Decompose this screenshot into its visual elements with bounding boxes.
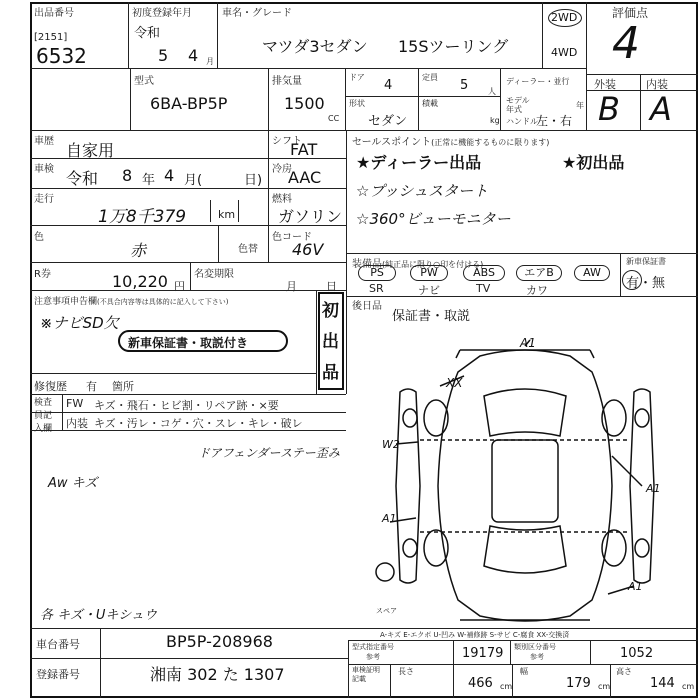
inspector-note-bottom: 各 キズ・Uキシュウ xyxy=(40,608,157,623)
seats-label: 定員 xyxy=(422,73,438,82)
model-year-label: モデル年式 xyxy=(506,96,530,114)
sales-point-4: ☆360°ビューモニター xyxy=(356,210,511,228)
lot-number: 6532 xyxy=(36,44,87,68)
notes-handwritten: ※ナビSD欠 xyxy=(40,314,119,332)
later-items-label: 後日品 xyxy=(352,301,382,312)
later-items-value: 保証書・取説 xyxy=(392,309,471,324)
grade-score: 4 xyxy=(612,18,640,69)
notes-stamp-text: 新車保証書・取説付き xyxy=(128,336,249,350)
inspector-fw-items: キズ・飛石・ヒビ割・リペア跡・×要 xyxy=(94,399,279,412)
shift-value: FAT xyxy=(290,140,318,159)
sales-point-2: ★初出品 xyxy=(562,153,625,172)
equip-abs: ABS xyxy=(463,265,505,281)
dealer-label: ディーラー・並行 xyxy=(506,77,570,86)
notes-sub: (不具合内容等は具体的に記入して下さい) xyxy=(97,298,229,306)
inspection-year-unit: 年 xyxy=(142,173,156,188)
height-value: 144 xyxy=(650,676,675,691)
chassis-label: 車台番号 xyxy=(36,638,80,651)
sales-point-3: ☆プッシュスタート xyxy=(356,182,489,200)
reg-date-month: 4 xyxy=(188,46,199,65)
inspector-label: 検査員記入欄 xyxy=(34,398,53,434)
doors-label: ドア xyxy=(349,73,365,82)
equip-navi: ナビ xyxy=(418,284,440,297)
ref-label-1: 参考 xyxy=(366,653,380,661)
color-label: 色 xyxy=(34,232,44,243)
interior-grade: A xyxy=(650,90,672,128)
model-designation: 19179 xyxy=(462,646,504,661)
model-value: 6BA-BP5P xyxy=(150,94,228,113)
inspection-month-unit: 月( xyxy=(184,173,203,188)
exterior-grade: B xyxy=(598,90,620,128)
shape-value: セダン xyxy=(368,114,408,129)
first-listing-text: 初出品 xyxy=(322,301,339,383)
displacement-unit: CC xyxy=(328,114,340,123)
recycle-label: R券 xyxy=(34,269,51,280)
equip-tv: TV xyxy=(476,282,491,295)
inspector-fw-label: FW xyxy=(66,397,84,410)
fuel-label: 燃料 xyxy=(272,194,292,205)
sales-point-1: ★ディーラー出品 xyxy=(356,153,482,172)
lot-label: 出品番号 xyxy=(34,8,74,19)
notes-stamp xyxy=(118,330,288,352)
width-label: 幅 xyxy=(520,667,528,676)
lot-code: [2151] xyxy=(34,32,68,43)
model-year-unit: 年 xyxy=(576,101,584,110)
doors-value: 4 xyxy=(384,78,393,93)
sales-points-title: セールスポイント xyxy=(352,137,432,148)
equip-aw: AW xyxy=(574,265,610,281)
exterior-label: 外装 xyxy=(594,78,616,91)
width-unit: cm xyxy=(598,682,611,691)
width-value: 179 xyxy=(566,676,591,691)
color-change-label: 色替 xyxy=(238,244,258,255)
recycle-value: 10,220 xyxy=(112,272,168,291)
warranty-circle xyxy=(622,270,642,290)
inspector-note-left: Aw キズ xyxy=(48,476,98,491)
spare-label: スペア xyxy=(376,607,397,615)
reg-date-label: 初度登録年月 xyxy=(132,8,192,19)
inspection-month: 4 xyxy=(164,166,175,185)
equip-leather: カワ xyxy=(526,284,548,297)
name-change-month: 月 xyxy=(286,280,297,293)
notes-title: 注意事項申告欄 xyxy=(34,297,98,307)
usage-label: 車歴 xyxy=(34,136,54,147)
diagram-mark-right: A1 xyxy=(646,482,661,495)
reg-date-era: 令和 xyxy=(134,26,161,41)
repair-unit: 箇所 xyxy=(112,380,134,393)
car-grade: 15Sツーリング xyxy=(398,37,509,56)
shape-label: 形状 xyxy=(349,99,365,108)
category-label: 類別区分番号 xyxy=(514,643,556,651)
plate-label: 登録番号 xyxy=(36,668,80,681)
inspection-day-unit: 日) xyxy=(244,173,263,188)
car-name: マツダ3セダン xyxy=(262,37,368,56)
handle-value: 左・右 xyxy=(536,114,573,128)
shift-label: シフト xyxy=(272,136,302,147)
length-label: 長さ xyxy=(398,667,414,676)
aircon-label: 冷房 xyxy=(272,164,292,175)
inspection-era: 令和 xyxy=(66,169,99,188)
mileage-unit: km xyxy=(218,208,236,221)
inspector-interior-items: キズ・汚レ・コゲ・穴・スレ・キレ・破レ xyxy=(94,417,303,430)
inspector-interior-label: 内装 xyxy=(66,417,88,430)
aircon-value: AAC xyxy=(288,168,322,187)
interior-label: 内装 xyxy=(646,78,668,91)
equip-pw: PW xyxy=(410,265,448,281)
mileage-label: 走行 xyxy=(34,194,54,205)
name-change-day: 日 xyxy=(326,280,337,293)
category-value: 1052 xyxy=(620,646,654,661)
equipment-note: (純正品に限り○印を付ける) xyxy=(382,260,484,269)
equip-airbag: エアB xyxy=(516,265,562,281)
inspector-note-top: ドアフェンダーステー歪み xyxy=(198,446,340,460)
color-code-label: 色コード xyxy=(272,232,312,243)
equip-ps: PS xyxy=(358,265,396,281)
equip-sr: SR xyxy=(369,282,384,295)
seats-value: 5 xyxy=(460,78,469,93)
sales-points-note: (正常に機能するものに限ります) xyxy=(431,138,550,147)
car-name-label: 車名・グレード xyxy=(222,8,292,19)
repair-value: 有 xyxy=(86,380,97,393)
warranty-label: 新車保証書 xyxy=(626,257,666,266)
length-unit: cm xyxy=(500,682,513,691)
warranty-options: 有・無 xyxy=(626,276,666,291)
diagram-mark-left: A1 xyxy=(382,512,397,525)
usage-value: 自家用 xyxy=(66,141,115,160)
displacement-value: 1500 xyxy=(284,94,325,113)
mileage-value: 1万8千379 xyxy=(98,207,187,227)
model-label: 型式 xyxy=(134,76,154,87)
repair-label: 修復歴 xyxy=(34,380,67,393)
chassis-value: BP5P-208968 xyxy=(166,632,273,651)
diagram-mark-rear: A1 xyxy=(628,580,643,593)
load-unit: kg xyxy=(490,116,500,125)
height-label: 高さ xyxy=(616,667,632,676)
fuel-value: ガソリン xyxy=(278,207,343,226)
inspection-year: 8 xyxy=(122,166,133,185)
seats-unit: 人 xyxy=(488,87,496,96)
model-designation-label: 型式指定番号 xyxy=(352,643,394,651)
grade-label: 評価点 xyxy=(612,6,649,20)
notes-label xyxy=(34,294,228,307)
damage-legend: A-キズ E-エクボ U-凹み W-補修跡 S-サビ C-腐食 XX-交換済 xyxy=(380,631,570,639)
load-label: 積載 xyxy=(422,99,438,108)
color-value: 赤 xyxy=(130,241,147,260)
reg-date-month-unit: 月 xyxy=(206,57,214,66)
diagram-mark-front: A1 xyxy=(520,336,536,350)
length-value: 466 xyxy=(468,676,493,691)
color-code: 46V xyxy=(292,240,324,259)
drive-4wd-label: 4WD xyxy=(551,46,578,59)
diagram-mark-replaced: XX xyxy=(446,376,463,390)
height-unit: cm xyxy=(682,682,695,691)
equipment-title: 装備品 xyxy=(352,259,382,270)
sales-points-label xyxy=(352,133,549,148)
cert-label: 車検証明記載 xyxy=(352,666,380,683)
inspection-label: 車検 xyxy=(34,164,54,175)
displacement-label: 排気量 xyxy=(272,76,302,87)
recycle-unit: 円 xyxy=(174,280,185,293)
name-change-label: 名変期限 xyxy=(194,269,234,280)
drive-2wd-label: 2WD xyxy=(551,11,578,24)
reg-date-year: 5 xyxy=(158,46,169,65)
diagram-mark-w2: W2 xyxy=(382,438,400,451)
plate-value: 湘南 302 た 1307 xyxy=(150,665,285,684)
ref-label-2: 参考 xyxy=(530,653,544,661)
first-listing-stamp xyxy=(318,292,344,390)
handle-label: ハンドル xyxy=(506,117,538,126)
